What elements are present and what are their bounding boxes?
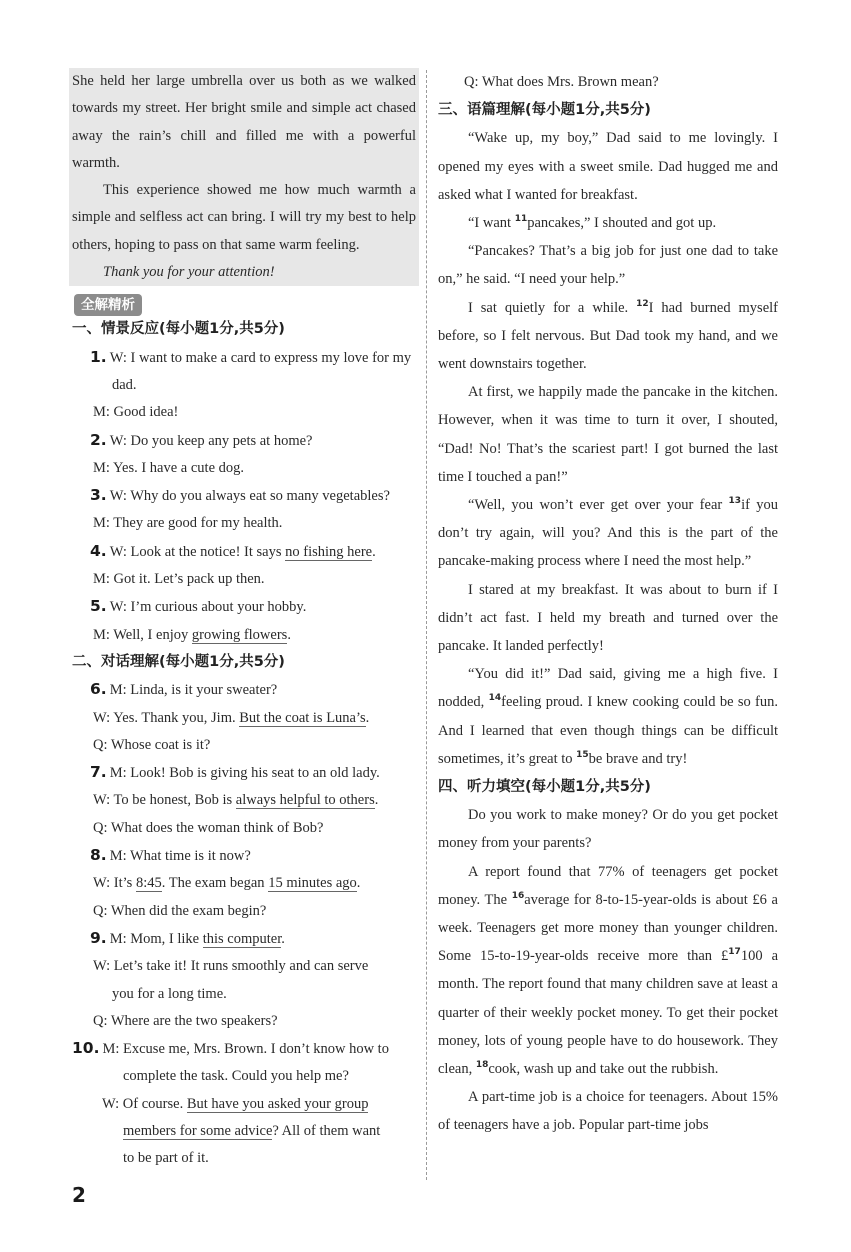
listening-paragraph: A report found that 77% of teenagers get pocket money. The $^{16}$average for 8-to-15-year-olds is about £6 a week. Teenagers get more money than younger children. Some 15-to-19-year-olds receive more than £$^{17}$100 a month. The report found that many children save at least a quarter of their weekly pocket money. To get their pocket money, lots of young people have to do housework. They clean, $^{18}$cook, wash up and take out the rubbish. (438, 863, 779, 1078)
story-paragraph: “You did it!” Dad said, giving me a high five. I nodded, $^{14}$feeling proud. I knew cooking could be so fun. And I learned that even though things can be difficult sometimes, it’s great to $^{15}$be brave and try! (438, 666, 778, 767)
story-paragraph: I sat quietly for a while. $^{12}$I had burned myself before, so I felt nervous. But Dad took my hand, and we went downstairs together. (438, 298, 778, 373)
dialog-line: W: I’m curious about your hobby. (109, 599, 307, 616)
item-line: 6. M: Linda, is it your sweater? (72, 676, 416, 704)
answer-analysis-badge: 全解精析 (74, 294, 142, 316)
story-paragraph: “Well, you won’t ever get over your fear $^{13}$if you don’t try again, will you? And this is the part of the pancake-making process where I need the most help.” (438, 496, 778, 570)
question-line: Q: Where are the two speakers? (93, 1012, 278, 1029)
blank-number: 15 (576, 750, 589, 761)
item-line: 9. M: Mom, I like this computer. (72, 925, 416, 953)
item-number: 7. (90, 763, 107, 782)
item-number: 4. (90, 541, 107, 560)
story-paragraph: “I want $^{11}$pancakes,” I shouted and got up. (468, 214, 717, 231)
question-line: Q: Whose coat is it? (93, 736, 211, 753)
blank-number: 14 (488, 693, 502, 704)
answer-underline: But the coat is Luna’s (239, 709, 366, 726)
section2-transcripts (72, 676, 416, 1172)
item-line (72, 427, 416, 455)
item-number: 2. (90, 430, 107, 449)
right-column (438, 68, 778, 1140)
essay-excerpt-box (69, 68, 419, 286)
item-number: 10. (72, 1039, 100, 1058)
dialog-line: members for some advice? All of them want (123, 1122, 381, 1139)
essay-paragraph: This experience showed me how much warmth a simple and selfless act can bring. I will try my best to help others, hoping to pass on that same warm feeling. (72, 182, 416, 253)
dialog-line: M: They are good for my health. (93, 515, 283, 532)
left-column (72, 68, 416, 1173)
dialog-line: W: Let’s take it! It runs smoothly and can serve (93, 958, 369, 975)
dialog-line: M: Yes. I have a cute dog. (93, 459, 245, 476)
blank-number: 13 (728, 496, 742, 507)
answer-underline: growing flowers (191, 626, 288, 643)
answer-underline: 15 minutes ago (268, 875, 357, 892)
dialog-line: W: It’s 8:45. The exam began 15 minutes ago. (93, 875, 361, 892)
essay-closing: Thank you for your attention! (103, 264, 275, 281)
question-line: Q: What does Mrs. Brown mean? (464, 74, 659, 90)
answer-underline: But have you asked your group (186, 1095, 369, 1112)
dialog-line: W: I want to make a card to express my love for my (109, 349, 412, 366)
item-line (72, 593, 416, 621)
answer-underline: always helpful to others (235, 792, 375, 809)
item-number: 3. (90, 486, 107, 505)
column-divider (426, 70, 427, 1180)
dialog-line: dad. (112, 376, 137, 393)
essay-paragraph: She held her large umbrella over us both as we walked towards my street. Her bright smile and simple act chased away the rain’s chill and filled me with a powerful warmth. (72, 73, 416, 171)
item-number: 1. (90, 347, 107, 366)
item-line: 7. M: Look! Bob is giving his seat to an old lady. (72, 759, 416, 787)
dialog-line: W: Yes. Thank you, Jim. But the coat is Luna’s. (93, 709, 370, 726)
item-line (72, 344, 416, 372)
answer-underline: members for some advice (123, 1122, 273, 1139)
blank-number: 11 (514, 214, 528, 225)
answer-underline: 8:45 (135, 875, 162, 892)
blank-number: 17 (728, 947, 741, 958)
dialog-line: W: Of course. But have you asked your group (102, 1095, 369, 1112)
item-line: 4. W: Look at the notice! It says no fishing here. (72, 538, 416, 566)
story-paragraph: At first, we happily made the pancake in the kitchen. However, when it was time to turn it over, I shouted, “Dad! No! That’s the scariest part! I got burned the last time I touched a pan!” (438, 384, 778, 485)
item-number: 9. (90, 928, 107, 947)
dialog-line: M: Good idea! (93, 404, 179, 421)
dialog-line: complete the task. Could you help me? (123, 1068, 349, 1085)
page-number: 2 (72, 1183, 86, 1207)
dialog-line: W: Do you keep any pets at home? (109, 432, 313, 449)
story-paragraph: “Wake up, my boy,” Dad said to me lovingly. I opened my eyes with a sweet smile. Dad hugged me and asked what I wanted for breakfast. (438, 130, 778, 203)
dialog-line: M: Well, I enjoy growing flowers. (93, 626, 291, 643)
section-heading-4: 四、听力填空(每小题1分,共5分) (438, 779, 651, 796)
answer-underline: no fishing here (285, 543, 373, 560)
section1-transcripts (72, 344, 416, 649)
item-number: 8. (90, 846, 107, 865)
answer-underline: this computer (202, 930, 282, 947)
blank-number: 18 (475, 1060, 489, 1071)
item-line: 8. M: What time is it now? (72, 842, 416, 870)
blank-number: 16 (511, 891, 525, 902)
item-number: 6. (90, 680, 107, 699)
dialog-line: you for a long time. (112, 985, 227, 1002)
blank-number: 12 (636, 298, 649, 309)
item-line: 10. M: Excuse me, Mrs. Brown. I don’t know how to (72, 1035, 416, 1063)
dialog-line: W: Why do you always eat so many vegetables? (109, 488, 390, 505)
dialog-line: to be part of it. (123, 1150, 209, 1167)
question-line: Q: When did the exam begin? (93, 902, 267, 919)
story-paragraph: “Pancakes? That’s a big job for just one dad to take on,” he said. “I need your help.” (438, 243, 778, 288)
item-number: 5. (90, 597, 107, 616)
section-heading-1: 一、情景反应(每小题1分,共5分) (72, 321, 285, 338)
question-line: Q: What does the woman think of Bob? (93, 819, 324, 836)
section-heading-2: 二、对话理解(每小题1分,共5分) (72, 653, 285, 670)
story-paragraph: I stared at my breakfast. It was about to burn if I didn’t act fast. I held my breath and turned over the pancake. It landed perfectly! (438, 581, 778, 655)
dialog-line: M: Got it. Let’s pack up then. (93, 571, 265, 588)
listening-paragraph: Do you work to make money? Or do you get pocket money from your parents? (438, 807, 778, 852)
item-line (72, 482, 416, 510)
dialog-line: W: To be honest, Bob is always helpful to others. (93, 792, 379, 809)
listening-paragraph: A part-time job is a choice for teenagers. About 15% of teenagers have a job. Popular part-time jobs (438, 1089, 778, 1134)
section-heading-3: 三、语篇理解(每小题1分,共5分) (438, 102, 651, 119)
